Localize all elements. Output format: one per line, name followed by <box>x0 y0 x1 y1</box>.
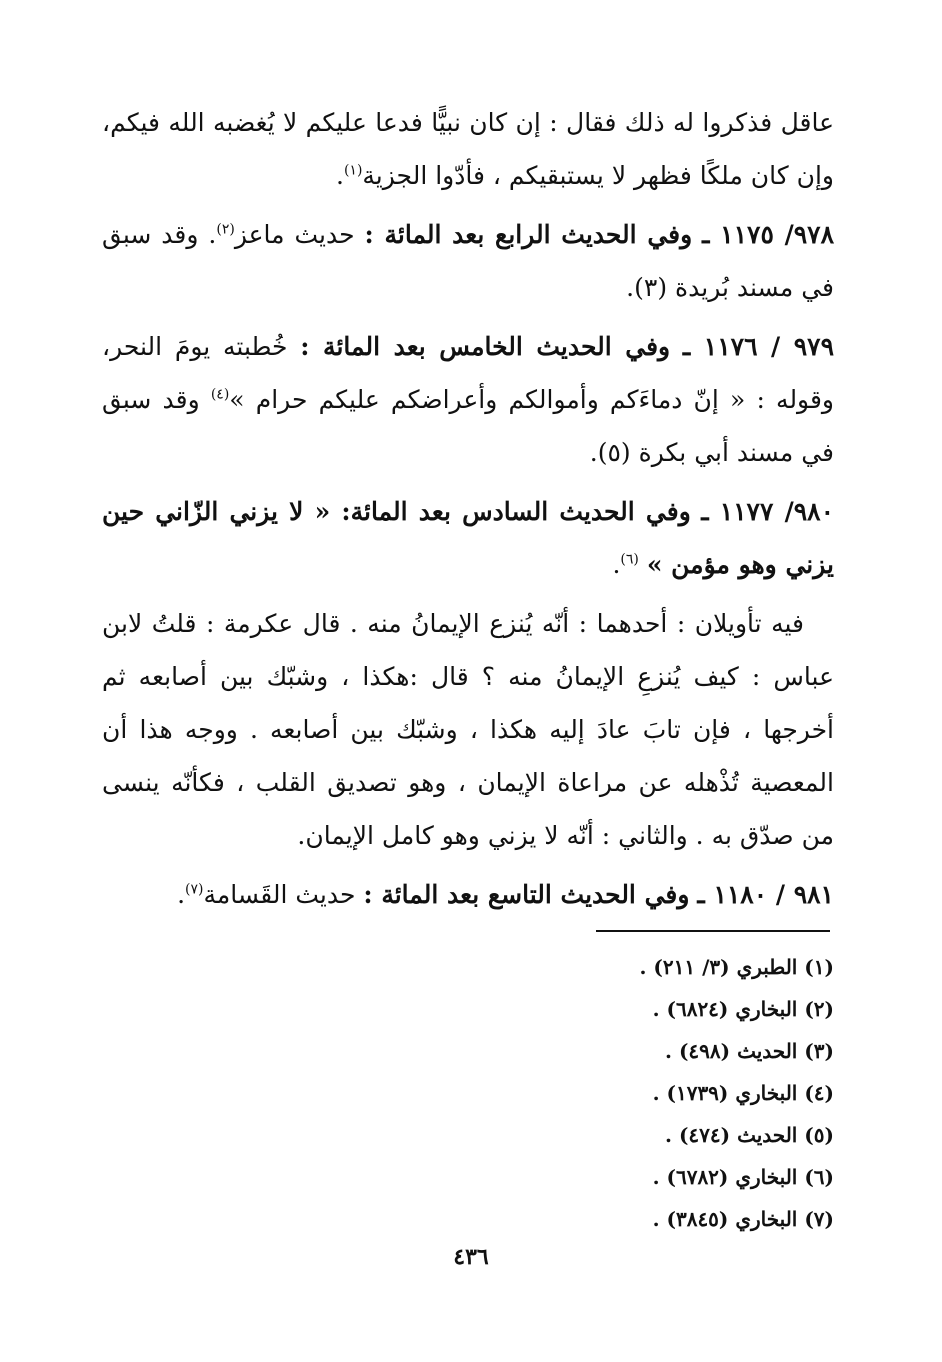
entry-heading: وفي الحديث التاسع بعد المائة : <box>363 880 690 909</box>
entry-heading: وفي الحديث الخامس بعد المائة : <box>300 332 671 361</box>
entry-tail: وقد سبق في مسند أبي بكرة (٥). <box>102 385 834 467</box>
paragraph-tail: . <box>335 161 344 190</box>
entry-number: ٩٨١ / ١١٨٠ ـ <box>697 880 834 909</box>
hadith-entry-978 <box>102 208 834 314</box>
footnote-ref: (١) <box>343 162 363 179</box>
entry-heading: وفي الحديث السادس بعد المائة: « لا يزني الزّاني حين يزني وهو مؤمن » <box>102 497 834 579</box>
entry-text: حديث القَسامة <box>203 880 356 909</box>
footnote-item: (٣) الحديث (٤٩٨) . <box>665 1039 834 1063</box>
page-number: ٤٣٦ <box>453 1244 489 1270</box>
entry-number: ٩٨٠/ ١١٧٧ ـ <box>701 497 835 526</box>
entry-text: حديث ماعز <box>234 220 355 249</box>
footnote-ref: (٢) <box>216 221 235 238</box>
commentary-text: فيه تأويلان : أحدهما : أنّه يُنزع الإيمانُ منه . قال عكرمة : قلتُ لابن عباس : كيف يُنزعِ الإيمانُ منه ؟ قال :هكذا ، وشبّك بين أصابعه ثم أخرجها ، فإن تابَ عادَ إليه هكذا ، وشبّك بين أصابعه . ووجه هذا أن المعصية تُذْهله عن مراعاة الإيمان ، وهو تصديق القلب ، فكأنّه ينسى من صدّق به . والثاني : أنّه لا يزني وهو كامل الإيمان. <box>102 609 834 850</box>
footnote-item: (٥) الحديث (٤٧٤) . <box>665 1123 834 1147</box>
entry-tail: . وقد سبق في مسند بُريدة (٣). <box>102 220 834 302</box>
footnote-item: (٢) البخاري (٦٨٢٤) . <box>652 997 834 1021</box>
footnote-item: (٧) البخاري (٣٨٤٥) . <box>652 1207 834 1231</box>
footnote-divider <box>596 930 830 932</box>
entry-text: خُطبته يومَ النحر، وقوله : « إنّ دماءَكم وأموالكم وأعراضكم عليكم حرام » <box>102 332 834 414</box>
entry-tail: . <box>177 880 186 909</box>
footnotes-list <box>639 946 834 1240</box>
paragraph-text: عاقل فذكروا له ذلك فقال : إن كان نبيًّا فدعا عليكم لا يُغضبه الله فيكم، وإن كان ملكًا فظهر لا يستبقيكم ، فأدّوا الجزية <box>102 108 834 190</box>
footnote-ref: (٦) <box>620 551 639 568</box>
footnote-item: (٦) البخاري (٦٧٨٢) . <box>652 1165 834 1189</box>
hadith-entry-980 <box>102 485 834 591</box>
entry-number: ٩٧٨/ ١١٧٥ ـ <box>702 220 835 249</box>
footnote-item: (٤) البخاري (١٧٣٩) . <box>652 1081 834 1105</box>
entry-heading: وفي الحديث الرابع بعد المائة : <box>364 220 693 249</box>
footnote-ref: (٧) <box>185 881 204 898</box>
hadith-entry-981 <box>102 868 834 921</box>
hadith-entry-979 <box>102 320 834 479</box>
entry-tail: . <box>612 550 621 579</box>
entry-number: ٩٧٩ / ١١٧٦ ـ <box>682 332 835 361</box>
footnote-ref: (٤) <box>210 386 230 403</box>
footnote-item: (١) الطبري (٣/ ٢١١) . <box>639 955 834 979</box>
paragraph-continuation <box>102 96 834 202</box>
commentary-paragraph <box>102 597 834 862</box>
